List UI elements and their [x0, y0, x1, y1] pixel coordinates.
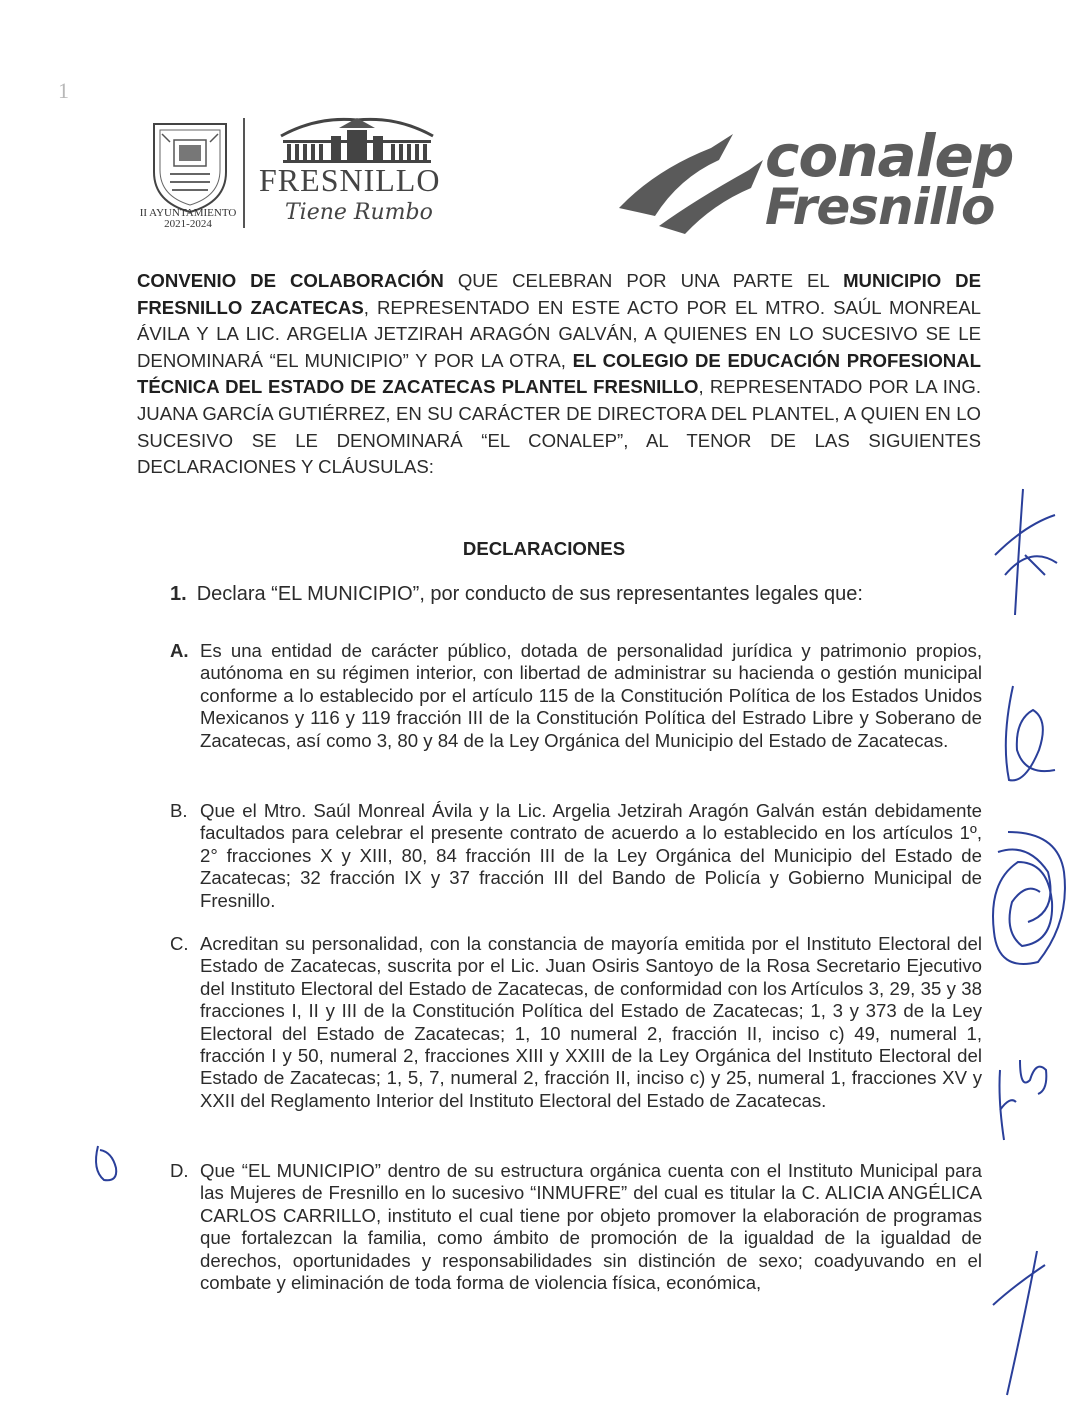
paragraph-a: [170, 640, 982, 752]
caption-line-2: 2021-2024: [164, 218, 212, 230]
paragraph-d-text: Que “EL MUNICIPIO” dentro de su estructura orgánica cuenta con el Instituto Municipal para las Mujeres de Fresnillo en lo sucesivo “INMUFRE” del cual es titular la C. ALICIA ANGÉLICA CARLOS CARRILLO, instituto el cual tiene por objeto promover la elaboración de programas que fortalezcan la familia, como ámbito de promoción de la igualdad de la igualdad de derechos, oportunidades y responsabilidades sin distinción de sexo; coadyuvando en el combate y eliminación de toda forma de violencia física, económica,: [200, 1160, 982, 1294]
conalep-logo: [615, 120, 1014, 260]
paragraph-d-label: D.: [170, 1160, 189, 1181]
paragraph-d: [170, 1160, 982, 1294]
fresnillo-title: FRESNILLO: [259, 162, 441, 198]
declaration-1: [170, 583, 863, 606]
paragraph-b: [170, 800, 982, 912]
paragraph-c: [170, 933, 982, 1112]
fresnillo-logo: [255, 110, 445, 240]
intro-municipality-name: MUNICIPIO DE FRESNILLO ZACATECAS: [137, 270, 981, 318]
paragraph-a-text: Es una entidad de carácter público, dotada de personalidad jurídica y patrimonio propios, autónoma en su régimen interior, con libertad de administrar su hacienda o gestión municipal conforme a lo establecido por el artículo 115 de la Constitución Política de los Estados Unidos Mexicanos y 116 y 119 fracción III de la Constitución Política del Estrado Libre y Soberano de Zacatecas, así como 3, 80 y 84 de la Ley Orgánica del Municipio del Estado de Zacatecas.: [200, 640, 982, 751]
municipality-caption: [130, 208, 246, 230]
intro-text-2: , REPRESENTADO EN ESTE ACTO POR EL MTRO. SAÚL MONREAL ÁVILA Y LA LIC. ARGELIA JETZIRAH ARAGÓN GALVÁN, A QUIENES EN LO SUCESIVO SE LE DENOMINARÁ “EL MUNICIPIO” Y POR LA OTRA,: [137, 296, 981, 371]
declaration-1-number: 1.: [170, 583, 187, 605]
conalep-emblem-icon: [615, 130, 765, 240]
paragraph-b-label: B.: [170, 800, 188, 821]
intro-text-3: , REPRESENTADO POR LA ING. JUANA GARCÍA GUTIÉRREZ, EN SU CARÁCTER DE DIRECTORA DEL PLANTEL, A QUIEN EN LO SUCESIVO SE LE DENOMINARÁ “EL CONALEP”, AL TENOR DE LAS SIGUIENTES DECLARACIONES Y CLÁUSULAS:: [137, 376, 981, 478]
paragraph-c-label: C.: [170, 933, 189, 954]
agreement-intro: [137, 268, 981, 481]
declarations-heading: DECLARACIONES: [462, 538, 626, 559]
signature-mark-5: [985, 1245, 1055, 1405]
signature-mark-3: [978, 822, 1078, 972]
logo-divider: [243, 118, 245, 228]
paragraph-a-label: A.: [170, 640, 189, 661]
declaration-1-text: Declara “EL MUNICIPIO”, por conducto de sus representantes legales que:: [196, 583, 863, 605]
paragraph-c-text: Acreditan su personalidad, con la constancia de mayoría emitida por el Instituto Electoral del Estado de Zacatecas, suscrita por el Lic. Juan Osiris Santoyo de la Rosa Secretario Ejecutivo del Instituto Electoral del Estado de Zacatecas, de conformidad con los Artículos 3, 29, 35 y 38 fracciones I, II y III de la Constitución Política del Estado de Zacatecas; 1, 3 y 373 de la Ley Electoral del Estado de Zacatecas; 1, 10 numeral 2, fracción II, inciso c) 49, numeral 1, fracción I y 50, numeral 2, fracciones XIII y XXIII de la Ley Orgánica del Instituto Electoral del Estado de Zacatecas; 1, 5, 7, numeral 2, fracción II, inciso c) y 25, numeral 1, fracciones XV y XXII del Reglamento Interior del Instituto Electoral del Estado de Zacatecas.: [200, 933, 982, 1111]
initial-mark: [88, 1140, 128, 1190]
fresnillo-tagline: Tiene Rumbo: [285, 200, 433, 225]
conalep-wordmark: conalep: [765, 122, 1014, 190]
page-mark: 1: [58, 78, 75, 103]
signature-mark-4: [990, 1040, 1060, 1150]
intro-college-name: EL COLEGIO DE EDUCACIÓN PROFESIONAL TÉCNICA DEL ESTADO DE ZACATECAS PLANTEL FRESNILLO: [137, 349, 981, 398]
fresnillo-skyline-icon: [277, 114, 437, 166]
signature-mark-2: [995, 680, 1065, 790]
municipality-logo: [130, 110, 250, 240]
intro-agreement-title: CONVENIO DE COLABORACIÓN: [137, 270, 444, 291]
intro-text-1: QUE CELEBRAN POR UNA PARTE EL: [443, 270, 844, 291]
conalep-campus-name: Fresnillo: [765, 178, 995, 236]
municipal-crest-icon: [148, 118, 232, 214]
caption-line-1: II AYUNTAMIENTO: [139, 207, 237, 219]
signature-mark-1: [985, 485, 1065, 625]
paragraph-b-text: Que el Mtro. Saúl Monreal Ávila y la Lic. Argelia Jetzirah Aragón Galván están debidamente facultados para celebrar el presente contrato de acuerdo a lo establecido en los artículos 1º, 2° fracciones X y XIII, 80, 84 fracción III de la Ley Orgánica del Municipio del Estado de Zacatecas; 32 fracción IX y 37 fracción III del Bando de Policía y Gobierno Municipal de Fresnillo.: [200, 800, 982, 911]
